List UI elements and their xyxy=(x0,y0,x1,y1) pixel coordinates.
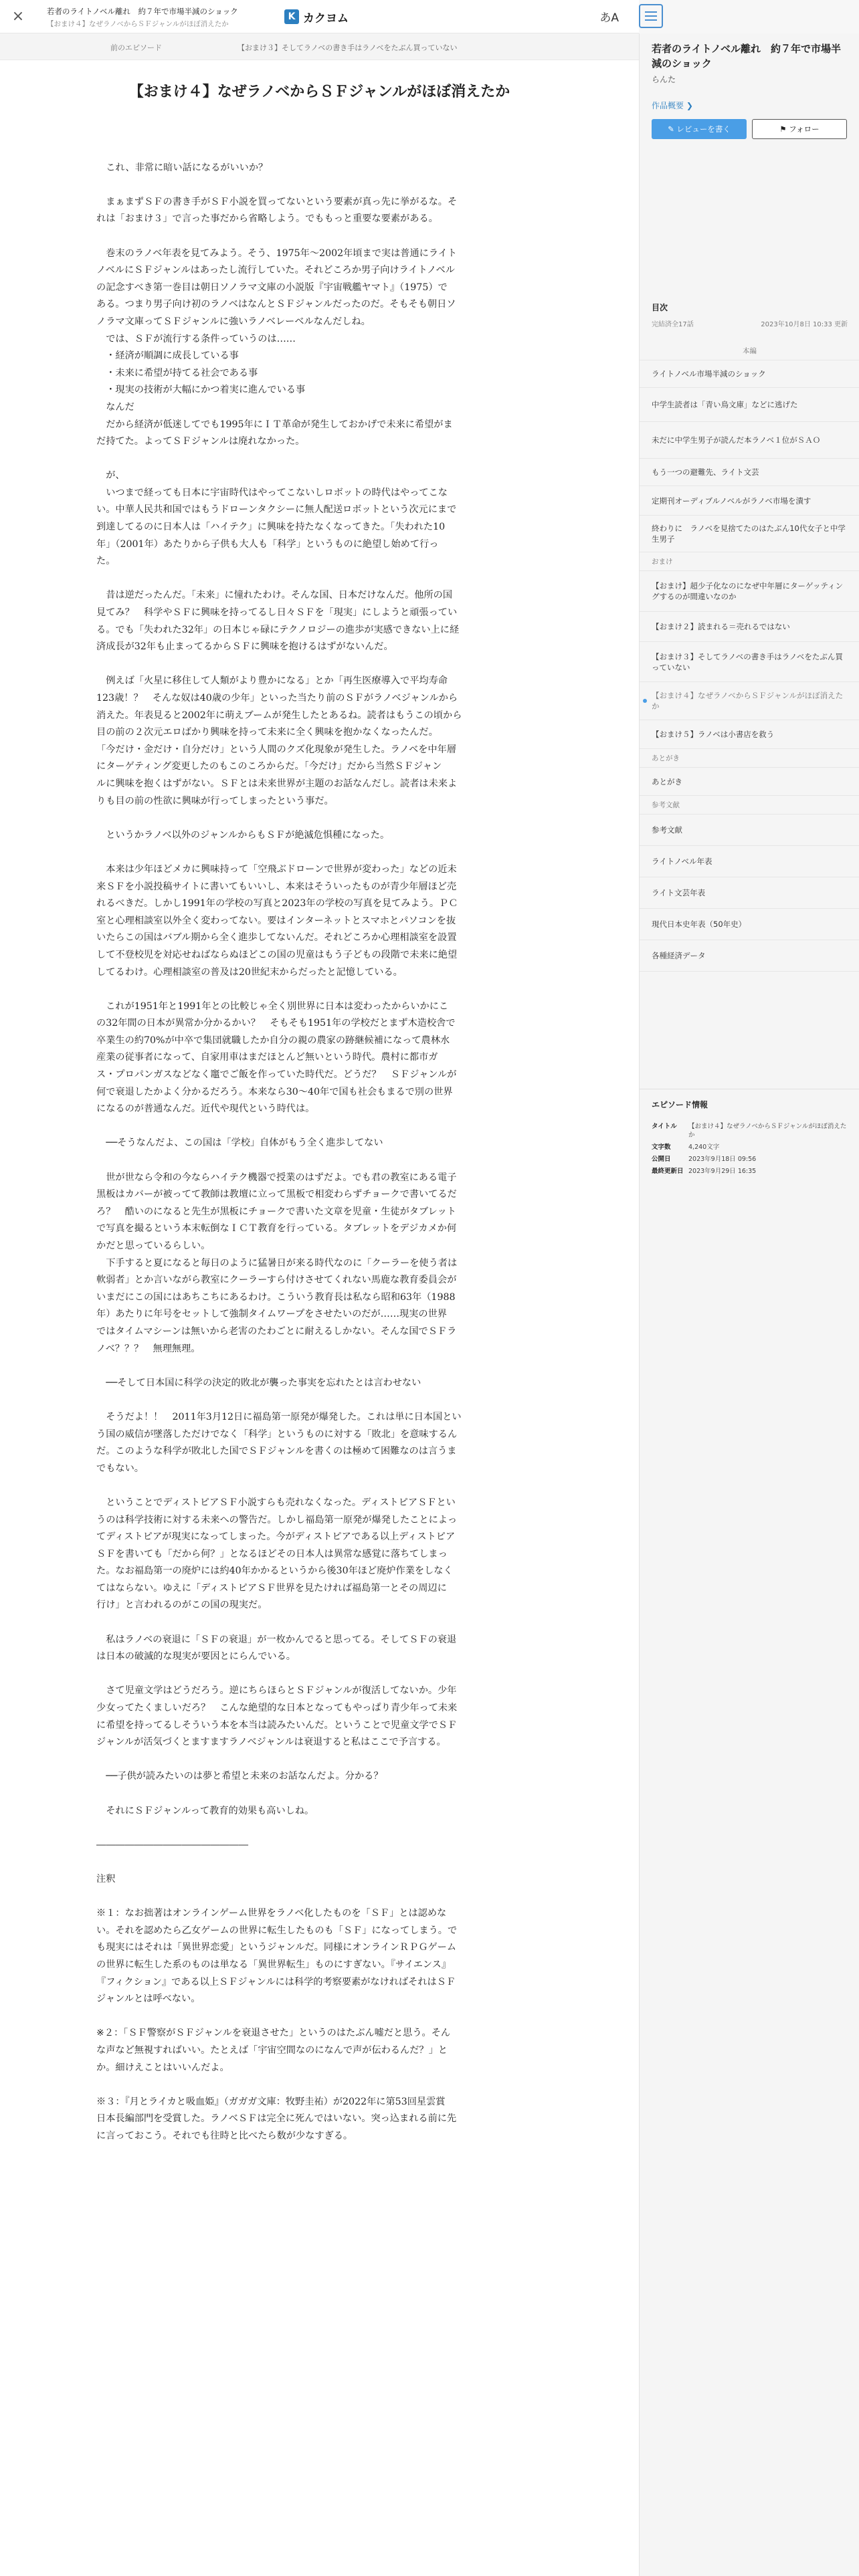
episode-nav-bar xyxy=(0,33,639,60)
body-line: 『フィクション』である以上ＳＦジャンルには科学的考察要素がなければそれはＳＦ xyxy=(96,1976,456,1988)
sidebar-work-title[interactable]: 若者のライトノベル離れ 約７年で市場半減のショック xyxy=(652,43,842,70)
body-line: ルに興味を抱くはずがない。ＳＦとは未来世界が主題のお話なんだし。読者は未来よ xyxy=(96,778,458,789)
toc-item[interactable] xyxy=(640,940,859,972)
toc-item-label: 【おまけ２】読まれる＝売れるではない xyxy=(652,622,790,631)
body-line: これが1951年と1991年との比較じゃ全く別世界に日本は変わったからいかにこ xyxy=(96,1000,449,1012)
body-line: ※１：なお拙著はオンラインゲーム世界をラノベ化したものを「ＳＦ」とは認めな xyxy=(96,1908,447,1919)
toc-item-label: あとがき xyxy=(652,776,682,786)
header-work-title[interactable]: 若者のライトノベル離れ 約７年で市場半減のショック xyxy=(47,7,238,16)
body-line: 卒業生の約70%が中卒で集団就職したか自分の親の農家の跡継候補になって農林水 xyxy=(96,1035,450,1046)
body-line: に希望を持ってるしそういう本を本当は読みたいんだ。ということで児童文学でＳＦ xyxy=(96,1719,458,1731)
toc-item-label: ライトノベル年表 xyxy=(652,857,712,866)
body-line: ジャンルとは呼べない。 xyxy=(96,1994,201,2005)
episode-article xyxy=(0,60,639,2576)
body-line: 見てみ？ 科学やＳＦに興味を持ってるし日々ＳＦを「現実」にしようと頑張ってい xyxy=(96,607,458,619)
body-line: た。 xyxy=(96,556,116,567)
toc-label: 目次 xyxy=(652,303,668,312)
toc-item-label: 現代日本史年表（50年史） xyxy=(652,920,747,929)
toc-item[interactable] xyxy=(640,877,859,909)
logo-mark-icon: K xyxy=(284,9,299,24)
body-line: 済成長が32年も止まってるからＳＦに興味を抱けるはずがないんだ。 xyxy=(96,641,393,653)
header-episode-title: 【おまけ４】なぜラノベからＳＦジャンルがほぼ消えたか xyxy=(47,20,229,28)
follow-label: フォロー xyxy=(789,124,820,134)
body-line: だ。このような科学が敗北した国でＳＦジャンルを書くのは極めて困難なのは言うま xyxy=(96,1446,457,1457)
info-row xyxy=(652,1155,848,1164)
sidebar-buttons xyxy=(652,119,847,139)
paragraph-gap xyxy=(96,2076,543,2094)
body-line: 行け」と言われるのがこの国の現実だ。 xyxy=(96,1600,268,1611)
body-line: 年）あたりに年号をセットして強制タイムワープをさせたいのだが……現実の世界 xyxy=(96,1309,447,1320)
toc-item[interactable] xyxy=(640,612,859,642)
body-line: に言っておこう。それでも往時と比べたら数が少なすぎる。 xyxy=(96,2130,353,2141)
body-line: 本来は少年ほどメカに興味持って「空飛ぶドローンで世界が変わった」などの近未 xyxy=(96,863,457,875)
toc-item-label: 【おまけ４】なぜラノベからＳＦジャンルがほぼ消えたか xyxy=(652,691,844,711)
paragraph-gap xyxy=(96,1889,543,1906)
body-line: う国の威信が墜落しただけでなく「科学」というものに対する「敗北」を意味するん xyxy=(96,1428,458,1440)
body-line: いつまで経っても日本に宇宙時代はやってこないしロボットの時代はやってこな xyxy=(96,487,448,498)
body-line: いまだにこの国にはあちこちにあるわけ。こういう教育長は私なら昭和63年（1988 xyxy=(96,1291,456,1303)
follow-button[interactable] xyxy=(752,119,847,139)
toc-item[interactable] xyxy=(640,846,859,877)
body-line: だ持てた。よってＳＦジャンルは廃れなかった。 xyxy=(96,436,305,447)
body-line: して不登校児を対応せねばならぬほどこの国の児童はもう子どもの段階で未来に絶望 xyxy=(96,949,458,960)
body-line: の世界に転生した系のものは単なる「異世界転生」ものにすぎない。『サイエンス』 xyxy=(96,1959,452,1970)
menu-icon[interactable] xyxy=(639,4,663,28)
toc-item[interactable] xyxy=(640,909,859,940)
info-row xyxy=(652,1143,848,1152)
body-line: 到達してるのに日本人は「ハイテク」に興味を持たなくなってきた。「失われた10 xyxy=(96,522,446,533)
paragraph-gap xyxy=(96,810,543,827)
body-line: ※２：「ＳＦ警察がＳＦジャンルを衰退させた」というのはたぶん嘘だと思う。そん xyxy=(96,2028,451,2039)
info-value: 【おまけ４】なぜラノベからＳＦジャンルがほぼ消えたか xyxy=(688,1123,847,1139)
prev-episode-link[interactable]: 前のエピソード xyxy=(110,43,162,52)
toc-item-label: 【おまけ】超少子化なのになぜ中年層にターゲッティングするのが間違いなのか xyxy=(652,581,844,601)
toc-section-label: 本編 xyxy=(640,342,859,360)
toc-item-label: 未だに中学生男子が読んだ本ラノベ１位がＳＡＯ xyxy=(652,435,821,445)
info-row xyxy=(652,1167,848,1176)
toc-updated: 2023年10月8日 10:33 更新 xyxy=(761,321,848,328)
info-value: 2023年9月29日 16:35 xyxy=(688,1168,757,1175)
info-key: 文字数 xyxy=(652,1144,671,1151)
body-line: ジャンルが活気づくとますますラノベジャンルは衰退すると私はここで予言する。 xyxy=(96,1737,446,1748)
body-line: 少女ってたくましいだろ？ こんな絶望的な日本となってもやっぱり青少年って未来 xyxy=(96,1703,458,1714)
body-line: は日本の破滅的な現実が要因とにらんでいる。 xyxy=(96,1651,296,1662)
toc-list xyxy=(640,342,859,972)
body-line: いたらこの国はバブル期から全く進歩してないんだ。それどころか心理相談室を設置 xyxy=(96,932,457,944)
info-key: 公開日 xyxy=(652,1156,671,1163)
info-row xyxy=(652,1122,848,1140)
body-line: 下手すると夏になると毎日のように猛暑日が来る時代なのに「クーラーを使う者は xyxy=(96,1257,458,1269)
toc-item-label: 【おまけ３】そしてラノベの書き手はラノベをたぶん買っていない xyxy=(652,651,843,672)
toc-item[interactable] xyxy=(640,768,859,796)
body-line: い。それを認めたら乙女ゲームの世界に転生したものも「ＳＦ」になってしまう。で xyxy=(96,1925,458,1936)
body-line: ある。つまり男子向け初のラノベはなんとＳＦジャンルだったのだ。そもそも朝日ソ xyxy=(96,299,456,310)
paragraph-gap xyxy=(96,656,543,673)
body-line: さて児童文学はどうだろう。逆にちらほらとＳＦジャンルが復活してないか。少年 xyxy=(96,1685,457,1697)
body-line: 産業の従事者になって、自家用車はまだほとんど無いという時代。農村に都市ガ xyxy=(96,1052,438,1063)
episode-info xyxy=(640,1089,859,1188)
body-line: だから経済が低迷してでも1995年にＩＴ革命が発生しておかげで未来に希望がま xyxy=(96,419,453,430)
bookmark-icon: ⚑ xyxy=(779,124,787,134)
body-line: ―――――――――――――――― xyxy=(96,1839,248,1850)
body-line: かだと思っているらしい。 xyxy=(96,1241,211,1251)
body-line: 例えば「火星に移住して人類がより豊かになる」とか「再生医療導入で平均寿命 xyxy=(96,675,448,687)
toc-item-label: 参考文献 xyxy=(652,825,682,835)
toc-item-current[interactable] xyxy=(640,682,859,720)
body-line: ・現実の技術が大幅にかつ着実に進んでいる事 xyxy=(96,385,306,396)
body-line: ということでディストピアＳＦ小説すらも売れなくなった。ディストピアＳＦとい xyxy=(96,1497,456,1508)
body-line: ──子供が読みたいのは夢と希望と未来のお話なんだよ。分かる？ xyxy=(96,1771,383,1782)
body-line: になるのが普通なんだ。近代や現代という時代は。 xyxy=(96,1103,315,1115)
toc-item[interactable] xyxy=(640,815,859,846)
paragraph-gap xyxy=(96,1392,543,1409)
body-line: ス・プロパンガスなどなく竈でご飯を作っていた時代だ。どうだ？ ＳＦジャンルが xyxy=(96,1069,457,1081)
body-line: てはならない。ゆえに「ディストピアＳＦ世界を見たければ福島第一とその周辺に xyxy=(96,1582,447,1594)
toc-item[interactable] xyxy=(640,516,859,552)
table-of-contents xyxy=(640,302,859,960)
write-review-label: レビューを書く xyxy=(676,124,731,134)
body-line: ──そして日本国に科学の決定的敗北が襲った事実を忘れたとは言わせない xyxy=(96,1377,421,1388)
body-line: 黒板はカバーが被ってて教師は教壇に立って黒板で相変わらずチョークで書いてるだ xyxy=(96,1189,457,1200)
body-line: 室と心理相談室以外全く変わってない。要はインターネットとスマホとパソコンを抜 xyxy=(96,915,456,926)
toc-section-label: あとがき xyxy=(640,749,859,768)
info-key: タイトル xyxy=(652,1123,677,1130)
toc-meta xyxy=(652,318,848,328)
body-line: ※３：『月とライカと吸血姫』（ガガガ文庫：牧野圭祐）が2022年に第53回星雲賞 xyxy=(96,2096,446,2107)
body-line: 昔は逆だったんだ。「未来」に憧れたわけ。そんな国、日本だけなんだ。他所の国 xyxy=(96,590,453,601)
body-line: の32年間の日本が異常か分かるかい？ そもそも1951年の学校だとまず木造校舎で xyxy=(96,1018,456,1029)
body-line: る。でも「失われた32年」の日本じゃ碌にテクノロジーの進歩が実感できない上に経 xyxy=(96,624,460,635)
body-line: 注釈 xyxy=(96,1873,116,1885)
body-line: りも目の前の性欲に興味が行ってしまったという事だ。 xyxy=(96,795,334,807)
body-line: か。細けえことはいいんだよ。 xyxy=(96,2062,229,2073)
body-line: ノベ？？？ 無理無理。 xyxy=(96,1343,201,1354)
sidebar-header-area xyxy=(639,0,859,33)
kakuyomu-logo[interactable] xyxy=(284,9,349,24)
paragraph-gap xyxy=(96,1118,543,1136)
paragraph-gap xyxy=(96,981,543,998)
body-line: 目の前の２次元エロばかり興味を持って未来に全く興味を抱かなくなったんだ。 xyxy=(96,727,438,738)
body-line: な声など無視すればいい。たとえば「宇宙空間なのになんで声が伝わるんだ？」と xyxy=(96,2044,448,2056)
toc-item-label: ライト文芸年表 xyxy=(652,888,706,897)
body-line: にターゲティング変更したのもこのころからだ。「今だけ」だから当然ＳＦジャン xyxy=(96,761,442,772)
body-line: でもない。 xyxy=(96,1463,144,1474)
body-line: ・経済が順調に成長している事 xyxy=(96,350,239,362)
paragraph-gap xyxy=(96,228,543,245)
body-line: れるべきだ。しかし1991年の学校の写真と2023年の学校の写真を見てみよう。ＰＣ xyxy=(96,898,458,909)
info-value: 4,240文字 xyxy=(688,1144,720,1151)
toc-item-label: もう一つの避難先、ライト文芸 xyxy=(652,467,759,477)
body-line: では、ＳＦが流行する条件っていうのは…… xyxy=(96,333,296,344)
body-line: これ、非常に暗い話になるがいいか？ xyxy=(96,162,268,173)
episode-info-heading: エピソード情報 xyxy=(652,1100,708,1109)
work-detail-link[interactable]: 作品概要 ❯ xyxy=(652,101,693,110)
body-line: ろ？ 酷いのになると先生が黒板にチョークで書いた文章を児童・生徒がタブレット xyxy=(96,1206,456,1217)
toc-item[interactable] xyxy=(640,486,859,516)
info-key: 最終更新日 xyxy=(652,1168,684,1175)
body-line: ノベルにＳＦジャンルはあったし流行していた。それどころか男子向けライトノベル xyxy=(96,265,455,276)
paragraph-gap xyxy=(96,844,543,861)
body-line: い。中華人民共和国ではもうドローンタクシーに無人配送ロボットという次元にまで xyxy=(96,504,457,516)
body-line: が、 xyxy=(96,470,125,481)
body-line: ＳＦを書いても「だから何？」となるほどその日本人は異常な感覚に落ちてしまっ xyxy=(96,1548,448,1560)
current-episode-link[interactable]: 【おまけ３】そしてラノベの書き手はラノベをたぶん買っていない xyxy=(237,43,458,52)
logo-text: カクヨム xyxy=(303,11,349,25)
write-review-button[interactable]: ✎ レビューを書く xyxy=(652,119,747,139)
toc-item-label: 【おまけ５】ラノベは小書店を救う xyxy=(652,730,775,739)
body-line: 消えた。年表見ると2002年に萌えブームが発生したとあるね。読者はもうこの頃から xyxy=(96,710,462,721)
body-line: 年」（2001年）あたりから子供も大人も「科学」というものに絶望し始めて行っ xyxy=(96,538,439,550)
paragraph-gap xyxy=(96,1854,543,1871)
body-line: 巻末のラノベ年表を見てみよう。そう、1975年〜2002年頃まで実は普通にライト xyxy=(96,247,457,259)
sidebar xyxy=(639,33,859,2576)
paragraph-gap xyxy=(96,1820,543,1837)
body-line: 「今だけ・金だけ・自分だけ」という人間のクズ化現象が発生した。ラノベを中年層 xyxy=(96,744,456,755)
body-line: 私はラノベの衰退に「ＳＦの衰退」が一枚かんでると思ってる。そしてＳＦの衰退 xyxy=(96,1634,457,1645)
episode-body xyxy=(96,142,543,2145)
toc-section-label: おまけ xyxy=(640,552,859,571)
header-titles[interactable] xyxy=(47,6,261,29)
body-line: ──そうなんだよ、この国は「学校」自体がもう全く進歩してない xyxy=(96,1138,383,1149)
toc-item[interactable] xyxy=(640,459,859,486)
toc-count: 完結済全17話 xyxy=(652,321,694,328)
body-line: の記念すべき第一巻目は朝日ソノラマ文庫の小説版『宇宙戦艦ヤマト』（1975）で xyxy=(96,282,448,293)
body-line: てディストピアが現実になってしまった。今がディストピアである以上ディストピア xyxy=(96,1531,456,1543)
paragraph-gap xyxy=(96,1614,543,1632)
toc-header xyxy=(640,302,859,313)
toc-item[interactable] xyxy=(640,388,859,422)
body-line: それにＳＦジャンルって教育的効果も高いしね。 xyxy=(96,1805,314,1816)
toc-item[interactable] xyxy=(640,422,859,459)
toc-item-label: 中学生読者は「青い鳥文庫」などに逃げた xyxy=(652,400,798,409)
body-line: してるわけ。心理相談室の普及は20世紀末からだったと記憶している。 xyxy=(96,966,403,978)
sidebar-author[interactable]: らんた xyxy=(652,75,676,84)
toc-item-label: 定期刊オーディブルノベルがラノベ市場を潰す xyxy=(652,496,812,506)
paragraph-gap xyxy=(96,1751,543,1769)
body-line: れは「おまけ３」で言った事だから省略しよう。でももっと重要な要素がある。 xyxy=(96,213,438,225)
toc-item[interactable] xyxy=(640,360,859,388)
paragraph-gap xyxy=(96,1152,543,1170)
toc-item-label: ライトノベル市場半減のショック xyxy=(652,369,766,379)
toc-item-label: 各種経済データ xyxy=(652,951,706,960)
toc-item[interactable] xyxy=(640,642,859,682)
body-line: 日本長編部門を受賞した。ラノベＳＦは完全に死んではいない。突っ込まれる前に先 xyxy=(96,2113,457,2125)
body-line: 軟弱者」とか言いながら教室にクーラーすら付けさせてくれない馬鹿な教育委員会が xyxy=(96,1275,457,1286)
body-line: 世が世なら令和の今ならハイテク機器で授業のはずだよ。でも君の教室にある電子 xyxy=(96,1172,457,1183)
paragraph-gap xyxy=(96,451,543,468)
top-header xyxy=(0,0,639,33)
body-line: た。なお福島第一の廃炉には約40年かかるというから後30年ほど廃炉作業をしなく xyxy=(96,1566,453,1577)
toc-item[interactable] xyxy=(640,720,859,749)
body-line: まぁまずＳＦの書き手がＳＦ小説を買ってないという要素が真っ先に挙がるな。そ xyxy=(96,196,458,207)
paragraph-gap xyxy=(96,177,543,194)
paragraph-gap xyxy=(96,1477,543,1495)
font-size-button[interactable]: あA xyxy=(599,11,619,25)
body-line: というかラノベ以外のジャンルからもＳＦが絶滅危惧種になった。 xyxy=(96,829,390,841)
toc-item[interactable] xyxy=(640,571,859,612)
paragraph-gap xyxy=(96,1666,543,1683)
body-line: 何で衰退したかよく分かるだろう。本来なら30〜40年で国も社会もまるで別の世界 xyxy=(96,1086,453,1097)
body-line: そうだよ！！ 2011年3月12日に福島第一原発が爆発した。これは単に日本国とい xyxy=(96,1411,462,1422)
body-line: うのは科学技術に対する未来への警告だ。しかし福島第一原発が爆発したことによっ xyxy=(96,1514,458,1525)
body-line: ・未来に希望が持てる社会である事 xyxy=(96,367,258,379)
episode-info-rows xyxy=(652,1122,848,1176)
toc-section-label: 参考文献 xyxy=(640,796,859,815)
paragraph-gap xyxy=(96,142,543,160)
body-line: で写真を撮るという本末転倒なＩＣＴ教育を行っている。タブレットをデジカメか何 xyxy=(96,1223,457,1235)
close-icon[interactable]: × xyxy=(11,8,25,25)
paragraph-gap xyxy=(96,1786,543,1803)
info-value: 2023年9月18日 09:56 xyxy=(688,1156,757,1163)
body-line: も現実にはそれは「異世界恋愛」というジャンルだ。同様にオンラインＲＰＧゲーム xyxy=(96,1942,457,1953)
paragraph-gap xyxy=(96,1358,543,1375)
body-line: ノラマ文庫ってＳＦジャンルに強いラノベレーベルなんだしね。 xyxy=(96,316,371,327)
body-line: 123歳！？ そんな奴は40歳の少年」といった当たり前のＳＦがラノベジャンルから xyxy=(96,693,458,704)
current-marker-icon xyxy=(643,699,647,703)
body-line: ではタイムマシーンは無いから老害のたわごとに耐えるしかない。そんな国でＳＦラ xyxy=(96,1325,457,1337)
body-line: なんだ xyxy=(96,401,134,413)
paragraph-gap xyxy=(96,570,543,588)
body-line: 来ＳＦを小説投稿サイトに書いてもいいし、本来はそういったものが青少年層ほど売 xyxy=(96,881,457,892)
toc-item-label: 終わりに ラノベを見捨てたのはたぶん10代女子と中学生男子 xyxy=(652,524,846,544)
paragraph-gap xyxy=(96,2008,543,2026)
episode-title: 【おまけ４】なぜラノベからＳＦジャンルがほぼ消えたか xyxy=(128,83,510,100)
sidebar-work-info xyxy=(640,33,859,146)
